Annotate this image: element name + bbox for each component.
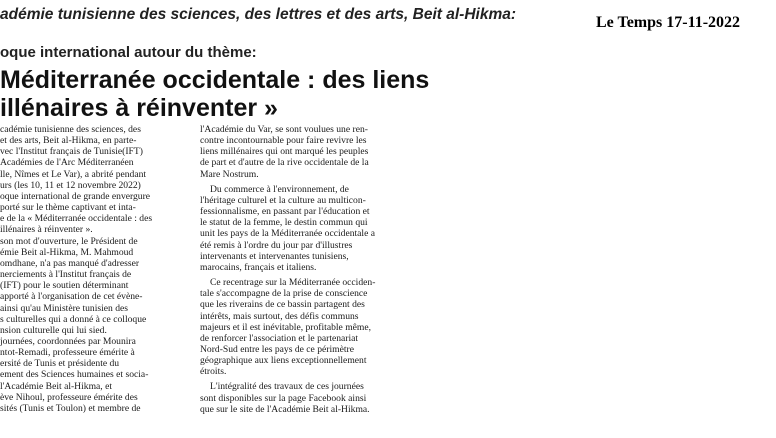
text-line: Académies de l'Arc Méditerranéen [0,157,134,169]
text-line: journées, coordonnées par Mounira [0,335,136,347]
text-line: s culturelles qui a donné à ce colloque [0,313,147,325]
text-line: illénaires à réinventer ». [0,224,93,236]
dateline: Le Temps 17-11-2022 [596,14,741,31]
text-line: que les riverains de ce bassin partagent des [200,299,365,311]
text-line: L'intégralité des travaux de ces journées [210,381,364,393]
text-line: sont disponibles sur la page Facebook ainsi [200,392,367,404]
text-line: Ce recentrage sur la Méditerranée occiden- [210,277,376,289]
text-line: oque international de grande envergure [0,190,151,202]
text-line: étroits. [200,366,227,378]
text-line: intervenants et intervenantes tunisiens, [200,250,349,262]
text-line: de renforcer l'association et le partenariat [200,332,359,344]
text-line: fessionnalisme, en passant par l'éducation et [200,206,370,218]
text-line: l'héritage culturel et la culture au multicon- [200,194,366,206]
text-line: son mot d'ouverture, le Président de [0,235,138,247]
text-line: Mare Nostrum. [200,168,259,180]
text-line: ersité de Tunis et présidente du [0,358,120,370]
masthead: adémie tunisienne des sciences, des lettres et des arts, Beit al-Hikma: [0,6,517,23]
text-line: que sur le site de l'Académie Beit al-Hikma. [200,403,370,415]
text-line: émie Beit al-Hikma, M. Mahmoud [0,246,134,258]
text-line: nerciements à l'Institut français de [0,269,132,281]
text-line: marocains, français et italiens. [200,261,317,273]
text-line: tale s'accompagne de la prise de conscience [200,288,368,300]
kicker: oque international autour du thème: [0,44,257,61]
text-line: de part et d'autre de la rive occidentale de la [200,157,369,169]
text-line: porté sur le thème captivant et inta- [0,202,136,214]
text-line: ève Nihoul, professeure émérite des [0,391,138,403]
text-line: omdhane, n'a pas manqué d'adresser [0,257,140,269]
headline-line: Méditerranée occidentale : des liens [0,66,430,94]
text-line: géographique aux liens exceptionnellement [200,355,367,367]
text-line: majeurs et il est inévitable, profitable même, [200,321,372,333]
text-line: intérêts, mais surtout, des défis communs [200,310,359,322]
text-line: apporté à l'organisation de cet évène- [0,291,143,303]
text-line: cadémie tunisienne des sciences, des [0,124,141,135]
text-line: ainsi qu'au Ministère tunisien des [0,302,129,314]
text-line: ntot-Remadi, professeure émérite à [0,347,135,359]
text-line: vec l'Institut français de Tunisie(IFT) [0,146,143,158]
text-line: unit les pays de la Méditerranée occidentale a [200,228,376,240]
article-column-2 [200,124,390,415]
headline [0,66,460,122]
text-line: l'Académie Beit al-Hikma, et [0,380,113,392]
article-column-1 [0,124,183,414]
text-line: liens millénaires qui ont marqué les peuples [200,146,369,158]
text-line: urs (les 10, 11 et 12 novembre 2022) [0,179,141,191]
text-line: ement des Sciences humaines et socia- [0,369,149,381]
text-line: le statut de la femme, le destin commun qui [200,217,368,229]
text-line: e de la « Méditerranée occidentale : des [0,213,153,225]
text-line: l'Académie du Var, se sont voulues une ren- [200,124,368,135]
text-line: contre incontournable pour faire revivre les [200,135,367,147]
text-line: (IFT) pour le soutien déterminant [0,280,129,292]
text-line: sités (Tunis et Toulon) et membre de [0,402,141,414]
text-line: Nord-Sud entre les pays de ce périmètre [200,343,354,355]
text-line: nsion culturelle qui lui sied. [0,324,107,336]
text-line: lle, Nîmes et Le Var), a abrité pendant [0,168,147,180]
headline-line: illénaires à réinventer » [0,94,278,122]
text-line: été remis à l'ordre du jour par d'illustres [200,239,353,251]
text-line: et des arts, Beit al-Hikma, en parte- [0,135,137,147]
text-line: Du commerce à l'environnement, de [210,183,349,195]
